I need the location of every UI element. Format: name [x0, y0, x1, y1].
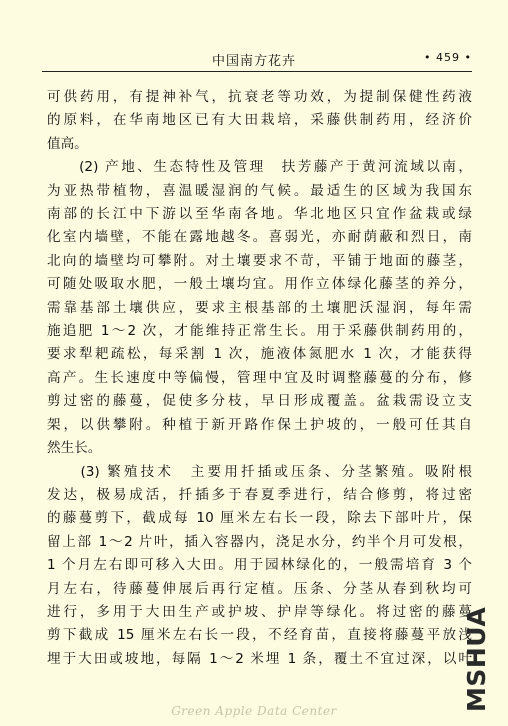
text-line: (2) 产地、生态特性及管理 扶芳藤产于黄河流域以南，	[47, 159, 472, 176]
text-line: 进行，多用于大田生产或护坡、护岸等绿化。将过密的藤蔓	[47, 603, 472, 620]
page-number: • 459 •	[424, 51, 472, 64]
text-line: 然生长。	[47, 440, 102, 457]
text-line: 高产。生长速度中等偏慢，管理中宜及时调整藤蔓的分布，修	[47, 369, 472, 386]
text-line: 的原料，在华南地区已有大田栽培，采藤供制药用，经济价	[47, 112, 472, 129]
page-header	[42, 50, 472, 70]
text-line: 剪下截成 15 厘米左右长一段，不经育苗，直接将藤蔓平放浅	[47, 627, 472, 644]
body-text	[47, 86, 472, 671]
text-line: 月左右，待藤蔓伸展后再行定植。压条、分茎从春到秋均可	[47, 580, 472, 597]
text-line: 要求犁耙疏松，每采割 1 次，施液体氮肥水 1 次，才能获得	[47, 346, 472, 363]
text-line: 南部的长江中下游以至华南各地。华北地区只宜作盆栽或绿	[47, 206, 472, 223]
running-head-title: 中国南方花卉	[212, 54, 297, 69]
text-line: 埋于大田或坡地，每隔 1～2 米埋 1 条，覆土不宜过深，以叶	[47, 650, 472, 667]
text-line: 1 个月左右即可移入大田。用于园林绿化的，一般需培育 3 个	[47, 557, 472, 574]
text-line: (3) 繁殖技术 主要用扦插或压条、分茎繁殖。吸附根	[47, 463, 472, 480]
text-line: 值高。	[47, 135, 88, 152]
text-line: 北向的墙壁均可攀附。对土壤要求不苛，平铺于地面的藤茎，	[47, 252, 472, 269]
text-line: 施追肥 1～2 次，才能维持正常生长。用于采藤供制药用的，	[47, 323, 472, 340]
text-line: 架，以供攀附。种植于新开路作保土护坡的，一般可任其自	[47, 416, 472, 433]
text-line: 化室内墙壁，不能在露地越冬。喜弱光，亦耐荫蔽和烈日，南	[47, 229, 472, 246]
text-line: 需靠基部土壤供应，要求主根基部的土壤肥沃湿润，每年需	[47, 299, 472, 316]
text-line: 剪过密的藤蔓，促使多分枝，早日形成覆盖。盆栽需设立支	[47, 393, 472, 410]
text-line: 发达，极易成活，扦插多于春夏季进行，结合修剪，将过密	[47, 486, 472, 503]
bottom-watermark: Green Apple Data Center	[171, 704, 337, 718]
text-line: 留上部 1～2 片叶，插入容器内，浇足水分，约半个月可发根，	[47, 533, 472, 550]
text-line: 可供药用，有提神补气，抗衰老等功效，为提制保健性药液	[47, 89, 472, 105]
header-rule	[42, 71, 472, 72]
text-line: 的藤蔓剪下，截成每 10 厘米左右长一段，除去下部叶片，保	[47, 510, 472, 527]
text-line: 为亚热带植物，喜温暖湿润的气候。最适生的区域为我国东	[47, 182, 472, 199]
text-line: 可随处吸取水肥，一般土壤均宜。用作立体绿化藤茎的养分，	[47, 276, 472, 293]
side-watermark: MSHUA	[462, 606, 491, 712]
